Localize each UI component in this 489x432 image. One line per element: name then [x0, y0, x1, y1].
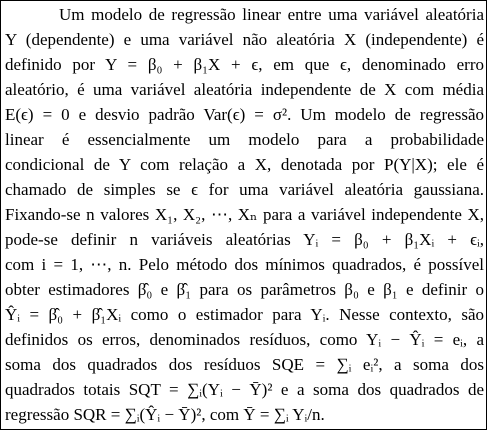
paragraph-line: definidos os erros, denominados resíduos, como Yᵢ − Ŷᵢ = eᵢ, a: [5, 330, 484, 349]
paragraph-line: quadrados totais SQT = ∑ᵢ(Yᵢ − Ȳ)² e a soma dos quadrados de: [5, 380, 484, 399]
paragraph-line: Ŷᵢ = β̂₀ + β̂₁Xᵢ como o estimador para Yᵢ. Nesse contexto, são: [5, 305, 484, 324]
paragraph-line: linear é essencialmente um modelo para a probabilidade: [5, 130, 484, 149]
paragraph-line: regressão SQR = ∑ᵢ(Ŷᵢ − Ȳ)², com Ȳ = ∑ᵢ Yᵢ/n.: [5, 405, 325, 424]
paragraph-line: com i = 1, ⋯, n. Pelo método dos mínimos quadrados, é possível: [5, 255, 484, 274]
paragraph-line: condicional de Y com relação a X, denotada por P(Y|X); ele é: [5, 155, 484, 174]
paragraph-line: Y (dependente) e uma variável não aleatória X (independente) é: [5, 30, 484, 49]
paragraph-line: obter estimadores β̂₀ e β̂₁ para os parâmetros β₀ e β₁ e definir o: [5, 280, 484, 299]
paragraph-line: soma dos quadrados dos resíduos SQE = ∑ᵢ eᵢ², a soma dos: [5, 355, 484, 374]
paragraph-line: aleatório, é uma variável aleatória independente de X com média: [5, 80, 484, 99]
paragraph-line: Um modelo de regressão linear entre uma variável aleatória: [59, 5, 484, 24]
paragraph-line: definido por Y = β₀ + β₁X + ϵ, em que ϵ, denominado erro: [5, 55, 484, 74]
paragraph-line: chamado de simples se ϵ for uma variável aleatória gaussiana.: [5, 180, 484, 199]
paragraph-line: E(ϵ) = 0 e desvio padrão Var(ϵ) = σ². Um modelo de regressão: [5, 105, 484, 124]
paragraph-line: Fixando-se n valores X₁, X₂, ⋯, Xₙ para a variável independente X,: [5, 205, 484, 224]
paragraph-line: pode-se definir n variáveis aleatórias Yᵢ = β₀ + β₁Xᵢ + ϵᵢ,: [5, 230, 484, 249]
